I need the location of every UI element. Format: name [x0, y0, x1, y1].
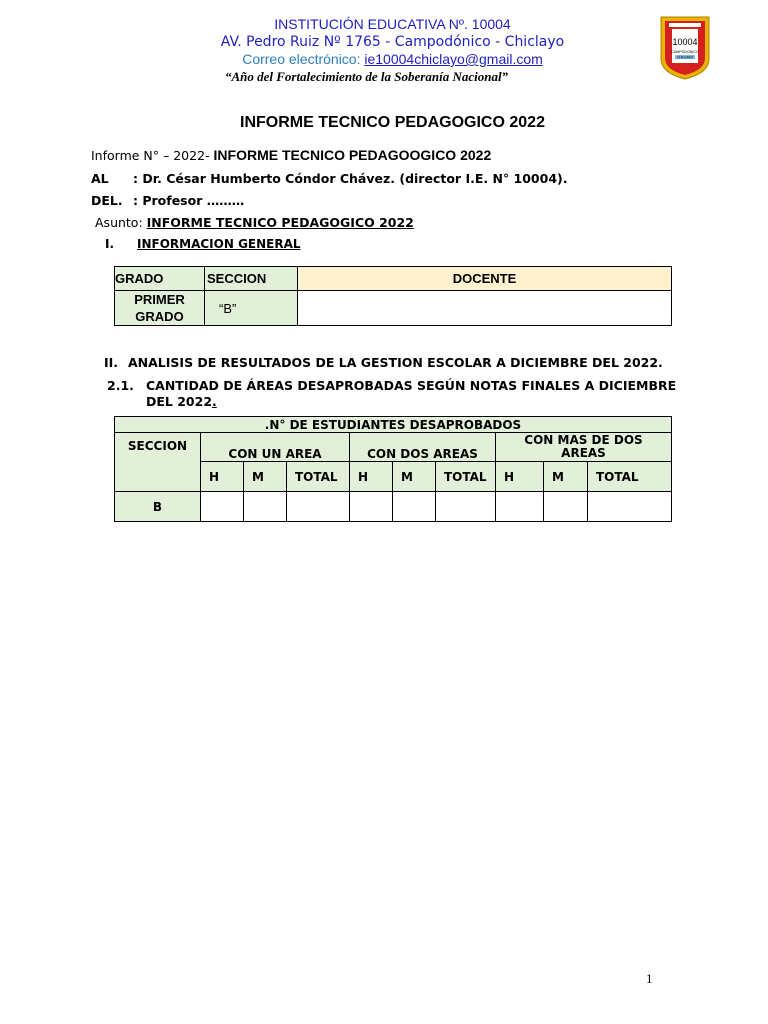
cell-docente: [298, 291, 672, 326]
informe-prefix: Informe N° – 2022-: [91, 148, 214, 163]
col-m-1: M: [244, 462, 287, 492]
al-label: AL: [91, 171, 109, 186]
table-cell: [588, 492, 672, 522]
table-cell: [201, 492, 244, 522]
del-value: : Profesor ………: [133, 193, 245, 208]
asunto-value: INFORME TECNICO PEDAGOGICO 2022: [146, 215, 414, 230]
seal-city: CHICLAYO: [676, 55, 694, 60]
section2-heading: [104, 355, 663, 370]
motto-text: “Año del Fortalecimiento de la Soberanía Nacional”: [224, 69, 509, 84]
table-cell: [350, 492, 393, 522]
year-motto: [0, 69, 768, 85]
col-m-2: M: [393, 462, 436, 492]
section2-number: II.: [104, 355, 119, 370]
section1-heading: [105, 237, 301, 251]
document-title: INFORME TECNICO PEDAGOGICO 2022: [240, 114, 545, 131]
seccion-header: SECCION: [115, 433, 201, 492]
del-label: DEL.: [91, 193, 123, 208]
table-cell: [496, 492, 544, 522]
col-total-1: TOTAL: [287, 462, 350, 492]
row-label-b: B: [115, 492, 201, 522]
subsection21-number: 2.1.: [107, 378, 134, 393]
page-number: 1: [646, 971, 653, 986]
cell-grado: PRIMER GRADO: [115, 291, 205, 326]
cell-seccion: “B”: [205, 291, 298, 326]
email-link[interactable]: ie10004chiclayo@gmail.com: [364, 51, 543, 67]
table-cell: [393, 492, 436, 522]
header-docente: DOCENTE: [298, 267, 672, 291]
col-h-2: H: [350, 462, 393, 492]
col-total-2: TOTAL: [436, 462, 496, 492]
group-header-more-areas: CON MAS DE DOS AREAS: [496, 433, 672, 462]
header-seccion: SECCION: [205, 267, 298, 291]
section2-title: ANALISIS DE RESULTADOS DE LA GESTION ESCOLAR A DICIEMBRE DEL 2022.: [128, 355, 663, 370]
del-line: [91, 193, 244, 208]
section1-number: I.: [105, 237, 115, 251]
subsection21-title-line2: DEL 2022: [146, 394, 213, 409]
al-value: : Dr. César Humberto Cóndor Chávez. (director I.E. N° 10004).: [133, 171, 568, 186]
asunto-label: Asunto:: [95, 215, 147, 230]
subsection21-title-end: .: [212, 394, 217, 409]
table-cell: [287, 492, 350, 522]
email-label: Correo electrónico:: [242, 51, 365, 67]
table-cell: [436, 492, 496, 522]
informe-title: INFORME TECNICO PEDAGOOGICO 2022: [213, 147, 492, 163]
seal-text: CAMPODÓNICO: [671, 50, 699, 54]
failed-areas-table: [114, 416, 672, 522]
subsection21-title-line1: CANTIDAD DE ÁREAS DESAPROBADAS SEGÚN NOTAS FINALES A DICIEMBRE: [146, 378, 677, 393]
table-cell: [244, 492, 287, 522]
institution-name: INSTITUCIÓN EDUCATIVA Nº. 10004: [274, 16, 511, 32]
general-info-table: [114, 266, 672, 326]
header-grado: GRADO: [115, 267, 205, 291]
section1-title: INFORMACION GENERAL: [137, 237, 301, 251]
informe-line: [91, 147, 491, 163]
table-top-header: .N° DE ESTUDIANTES DESAPROBADOS: [115, 417, 672, 433]
seal-number: 10004: [672, 37, 698, 47]
institution-email-line: [0, 51, 768, 67]
institution-address: AV. Pedro Ruiz Nº 1765 - Campodónico - Chiclayo: [220, 34, 565, 50]
col-total-3: TOTAL: [588, 462, 672, 492]
group-header-two-areas: CON DOS AREAS: [350, 433, 496, 462]
al-line: [91, 171, 568, 186]
col-h-1: H: [201, 462, 244, 492]
group-header-one-area: CON UN AREA: [201, 433, 350, 462]
subsection21-title-line2-wrap: [146, 394, 217, 409]
table-cell: [544, 492, 588, 522]
subsection21-heading: [107, 378, 676, 393]
col-h-3: H: [496, 462, 544, 492]
col-m-3: M: [544, 462, 588, 492]
school-seal-logo: [655, 15, 715, 81]
asunto-line: [95, 215, 414, 230]
